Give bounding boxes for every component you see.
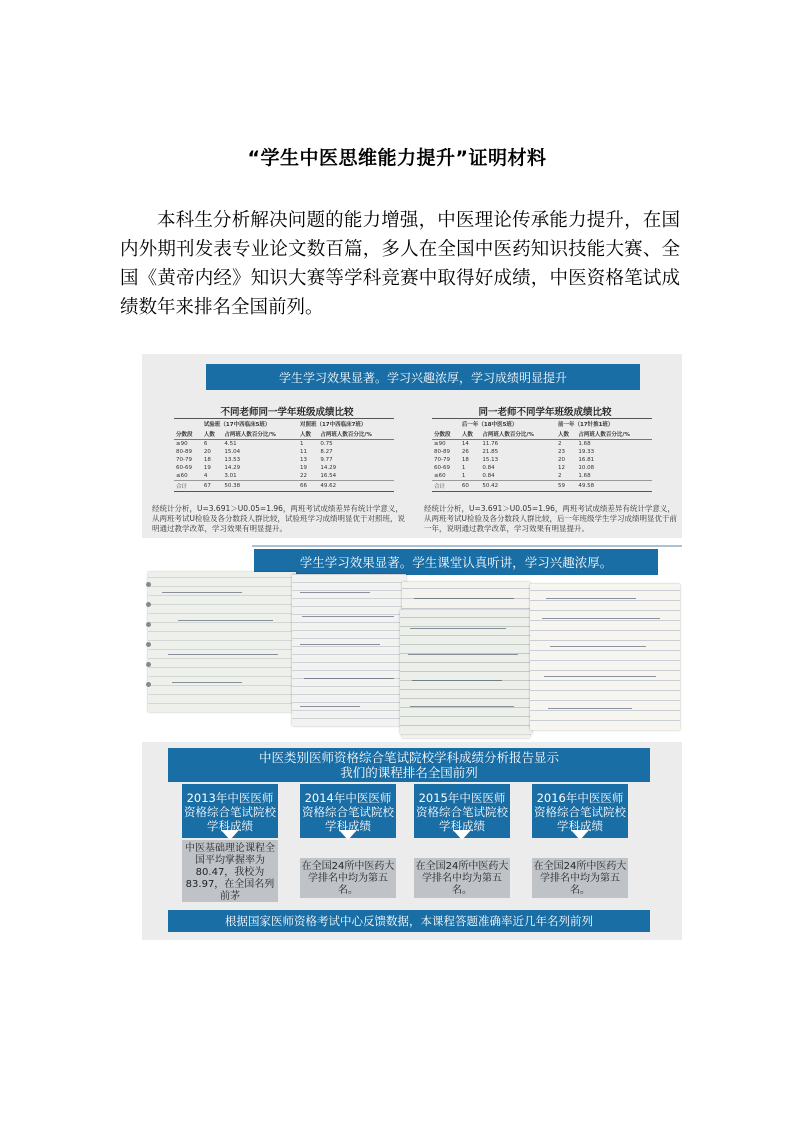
table-row: ≤60 1 0.84 2 1.68: [434, 473, 591, 479]
right-group-b: 前一年（17针推1班）: [556, 419, 652, 430]
left-col-score: 分数段: [174, 429, 202, 440]
table-row: 合计 67 50.38 66 49.62: [174, 481, 394, 492]
info-box-2016: 在全国24所中医药大学排名中均为第五名。: [532, 858, 628, 898]
year-box-2013: 2013年中医医师资格综合笔试院校学科成绩: [182, 784, 278, 838]
table-row: ≥90 6 4.51 1 0.75: [176, 441, 333, 447]
left-col-pct-b: 占两班人数百分比/%: [318, 429, 394, 440]
body-paragraph: 本科生分析解决问题的能力增强，中医理论传承能力提升，在国内外期刊发表专业论文数百篇，多人在全国中医药知识技能大赛、全国《黄帝内经》知识大赛等学科竞赛中取得好成绩，中医资格笔试成绩数年来排名全国前列。: [120, 210, 680, 318]
page-title: “学生中医思维能力提升”证明材料: [247, 147, 547, 169]
left-group-b: 对照班（17中西临床7班）: [298, 419, 394, 430]
right-analysis-note: 经统计分析，U=3.691＞U0.05=1.96，两班考试成绩差异有统计学意义，从两班考试U检验及各分数段人群比较，后一年班级学生学习成绩明显优于前一年，说明通过教学改革，学习效果有明显提升。: [424, 504, 677, 533]
notebook-photo: [292, 574, 406, 726]
notebook-photo: [148, 572, 296, 712]
right-group-a: 后一年（18中医5班）: [460, 419, 556, 430]
figure2-banner: 学生学习效果显著。学生课堂认真听讲，学习兴趣浓厚。: [254, 549, 658, 575]
table-row: ≤60 4 3.01 22 16.54: [176, 473, 337, 479]
figure-score-comparison: [142, 354, 682, 538]
table-row: 60-69 1 0.84 12 10.08: [434, 465, 595, 471]
year-box-2015: 2015年中医医师资格综合笔试院校学科成绩: [414, 784, 510, 838]
info-box-2014: 在全国24所中医药大学排名中均为第五名。: [300, 858, 396, 898]
figure3-banner-line1: 中医类别医师资格综合笔试院校学科成绩分析报告显示: [258, 750, 559, 765]
arrow-down-icon: [339, 830, 357, 840]
info-box-2013: 中医基础理论课程全国平均掌握率为80.47，我校为83.97，在全国名列前茅: [182, 840, 278, 902]
table-row: 80-89 20 15.04 11 8.27: [176, 449, 333, 455]
right-col-pct-b: 占两班人数百分比/%: [576, 429, 652, 440]
table-row: ≥90 14 11.76 2 1.68: [434, 441, 591, 447]
right-col-count-a: 人数: [460, 429, 480, 440]
year-box-2016: 2016年中医医师资格综合笔试院校学科成绩: [532, 784, 628, 838]
left-table-title: 不同老师同一学年班级成绩比较: [220, 407, 354, 418]
figure-notebook-photos: [142, 544, 682, 734]
right-col-pct-a: 占两班人数百分比/%: [480, 429, 556, 440]
year-box-2014: 2014年中医医师资格综合笔试院校学科成绩: [300, 784, 396, 838]
notebook-photo: [530, 584, 680, 730]
right-col-count-b: 人数: [556, 429, 576, 440]
table-row: 70-79 18 13.53 13 9.77: [176, 457, 333, 463]
right-table-title: 同一老师不同学年班级成绩比较: [478, 407, 612, 418]
left-col-pct-a: 占两班人数百分比/%: [222, 429, 298, 440]
figure3-footer: 根据国家医师资格考试中心反馈数据，本课程答题准确率近几年名列前列: [168, 910, 650, 932]
arrow-down-icon: [221, 830, 239, 840]
arrow-down-icon: [571, 830, 589, 840]
right-score-table: [432, 418, 652, 492]
notebook-photo: [400, 610, 532, 734]
table-row: 70-79 18 15.13 20 16.81: [434, 457, 595, 463]
figure1-banner: 学生学习效果显著。学习兴趣浓厚，学习成绩明显提升: [206, 364, 640, 390]
arrow-down-icon: [453, 830, 471, 840]
left-col-count-a: 人数: [202, 429, 222, 440]
info-box-2015: 在全国24所中医药大学排名中均为第五名。: [414, 858, 510, 898]
table-row: 60-69 19 14.29 19 14.29: [176, 465, 337, 471]
left-group-a: 试验班（17中西临床5班）: [202, 419, 298, 430]
left-col-count-b: 人数: [298, 429, 318, 440]
table-row: 合计 60 50.42 59 49.58: [432, 481, 652, 492]
figure3-banner-line2: 我们的课程排名全国前列: [340, 765, 478, 780]
figure-exam-ranking: [142, 742, 682, 940]
table-row: 80-89 26 21.85 23 19.33: [434, 449, 595, 455]
left-score-table: [174, 418, 394, 492]
right-col-score: 分数段: [432, 429, 460, 440]
figure3-banner: [168, 748, 650, 782]
left-analysis-note: 经统计分析，U=3.691＞U0.05=1.96，两班考试成绩差异有统计学意义，从两班考试U检验及各分数段人群比较，试验班学习成绩明显优于对照班，说明通过教学改革，学习效果有明显提升。: [152, 504, 405, 533]
